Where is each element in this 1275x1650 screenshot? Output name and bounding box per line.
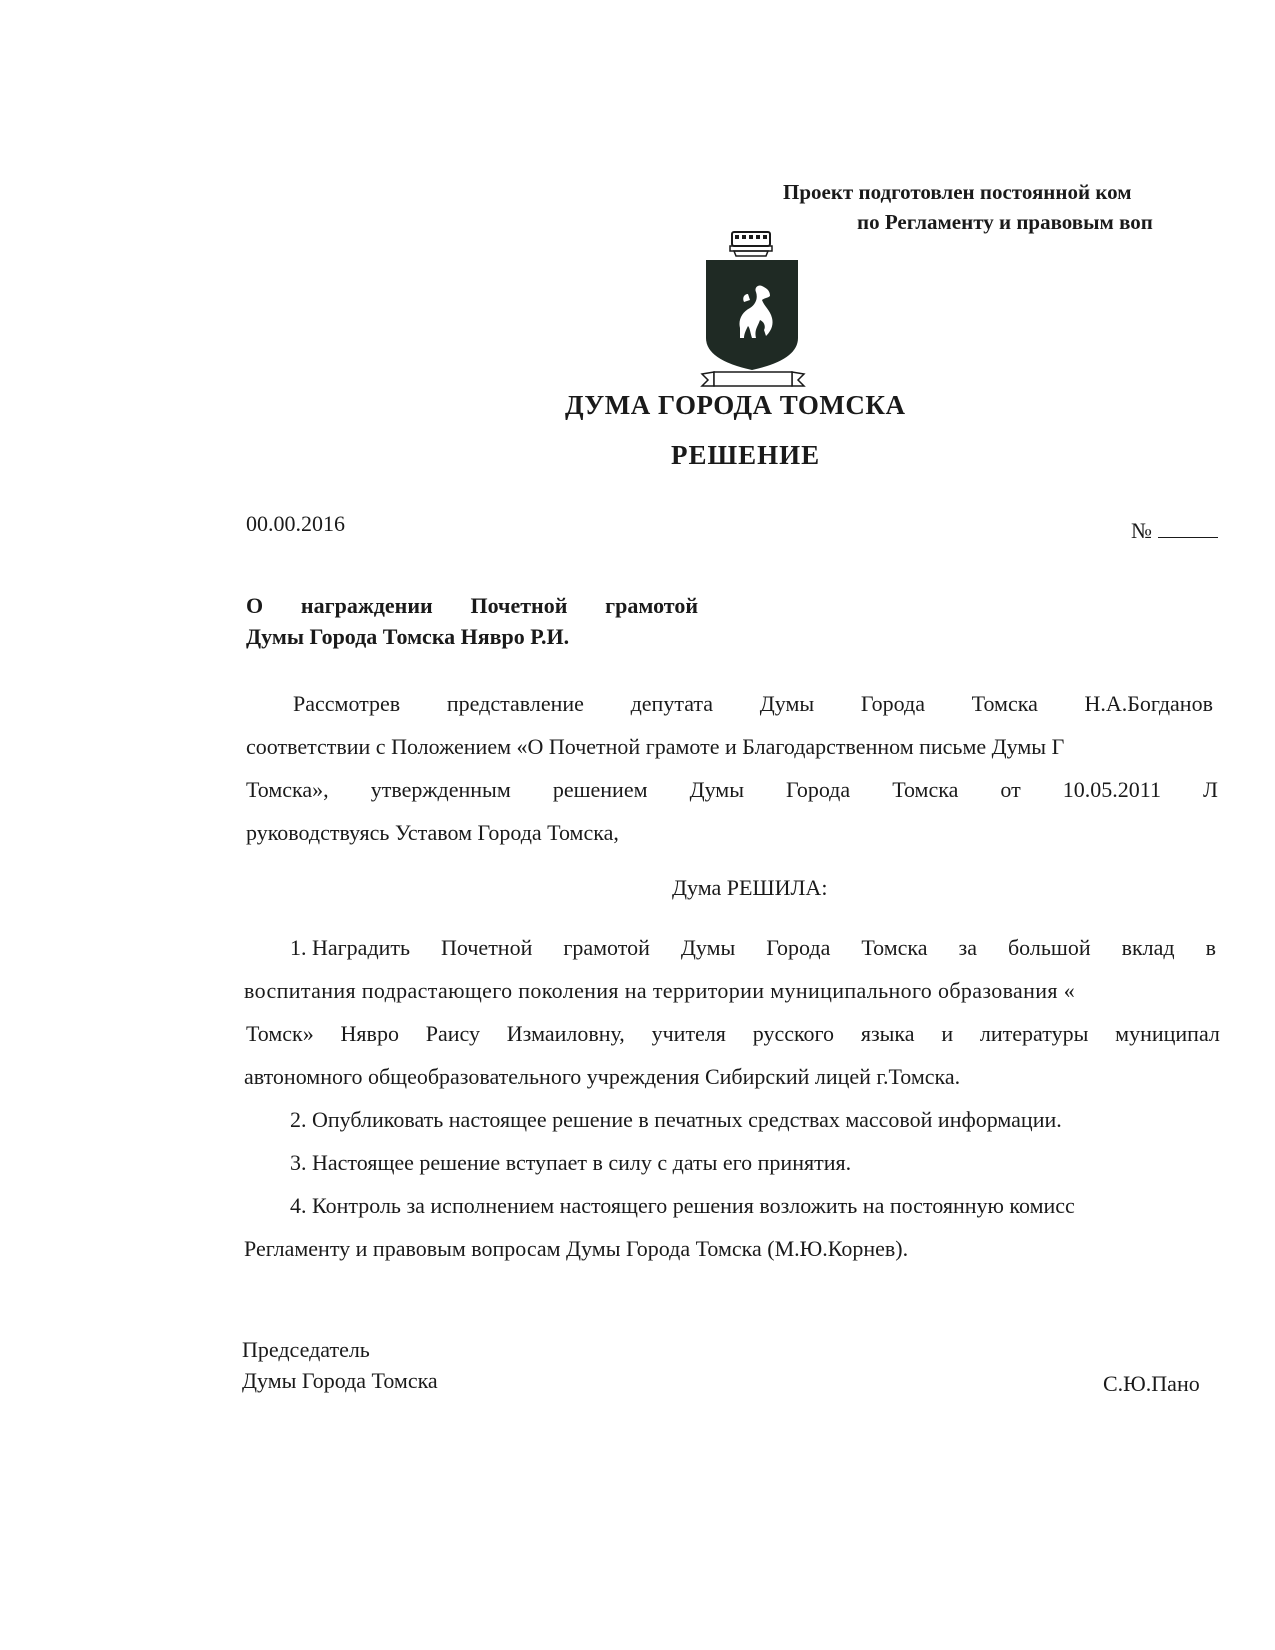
item-4-line1: 4. Контроль за исполнением настоящего решения возложить на постоянную комисс xyxy=(290,1193,1075,1218)
signature-position-line1: Председатель xyxy=(242,1337,370,1362)
document-number xyxy=(1131,518,1218,544)
subject-line1: О награждении Почетной грамотой xyxy=(246,593,698,618)
item1-line3: Томск» Нявро Раису Измаиловну, учителя русского языка и литературы муниципал xyxy=(246,1021,1220,1046)
project-note-line1: Проект подготовлен постоянной ком xyxy=(783,180,1132,204)
item-3: 3. Настоящее решение вступает в силу с даты его принятия. xyxy=(290,1150,852,1175)
preamble-line3: Томска», утвержденным решением Думы Города Томска от 10.05.2011 Л xyxy=(246,777,1218,802)
document-type-title: РЕШЕНИЕ xyxy=(671,440,821,470)
project-note-line2: по Регламенту и правовым воп xyxy=(857,210,1153,234)
preamble-line2: соответствии с Положением «О Почетной грамоте и Благодарственном письме Думы Г xyxy=(246,734,1065,759)
signature-name: С.Ю.Пано xyxy=(1103,1371,1200,1396)
item1-line2: воспитания подрастающего поколения на территории муниципального образования « xyxy=(244,978,1076,1003)
item-4-line2: Регламенту и правовым вопросам Думы Города Томска (М.Ю.Корнев). xyxy=(244,1236,909,1261)
item-2: 2. Опубликовать настоящее решение в печатных средствах массовой информации. xyxy=(290,1107,1062,1132)
document-date: 00.00.2016 xyxy=(246,511,345,536)
item1-line4: автономного общеобразовательного учреждения Сибирский лицей г.Томска. xyxy=(244,1064,961,1089)
preamble-line1: Рассмотрев представление депутата Думы Города Томска Н.А.Богданов xyxy=(293,691,1213,716)
subject-line2: Думы Города Томска Нявро Р.И. xyxy=(246,624,570,649)
resolution-heading: Дума РЕШИЛА: xyxy=(672,875,828,900)
organization-title: ДУМА ГОРОДА ТОМСКА xyxy=(565,390,906,420)
number-label: № xyxy=(1131,518,1152,543)
signature-position-line2: Думы Города Томска xyxy=(242,1368,438,1393)
crown-icon xyxy=(730,232,772,256)
preamble-line4: руководствуясь Уставом Города Томска, xyxy=(246,820,619,845)
item1-line1: 1. Наградить Почетной грамотой Думы Города Томска за большой вклад в xyxy=(290,935,1216,960)
coat-of-arms-emblem xyxy=(700,228,806,396)
